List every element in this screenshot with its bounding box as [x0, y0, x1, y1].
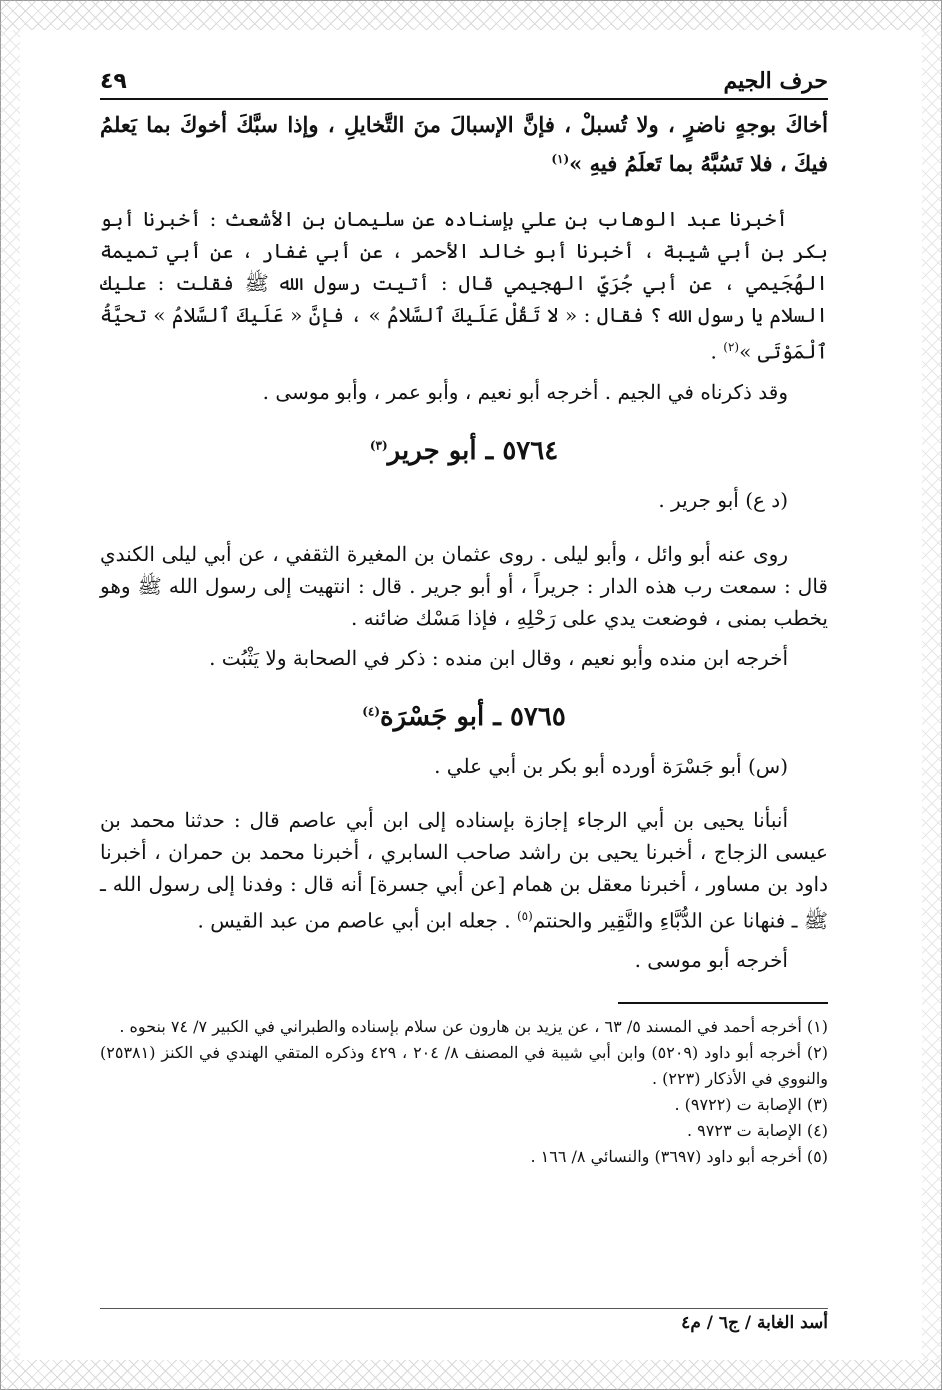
entry-title-5764	[100, 436, 828, 466]
entry-title-5764-text: ٥٧٦٤ ـ أبو جرير	[387, 435, 559, 466]
paragraph-isnad-end: .	[710, 339, 724, 364]
entry-5765-text-body: أنبأنا يحيى بن أبي الرجاء إجازة بإسناده إلى ابن أبي عاصم قال : حدثنا محمد بن عيسى الزجاج ، أخبرنا يحيى بن راشد صاحب السابري ، أخبرنا محمد بن حمران ، أخبرنا داود بن مساور ، أخبرنا معقل بن همام [عن أبي جسرة] أنه قال : وفدنا إلى رسول الله ـ ﷺ ـ فنهانا عن الدُّبَّاءِ والنَّقِير والحنتم	[100, 807, 828, 933]
entry-5764-sigla: (د ع) أبو جرير .	[658, 487, 788, 512]
entry-5765-sigla: (س) أبو جَسْرَة أورده أبو بكر بن أبي علي .	[434, 753, 788, 778]
footnote-2: (٢) أخرجه أبو داود (٥٢٠٩) وابن أبي شيبة في المصنف ٨/ ٢٠٤ ، ٤٢٩ وذكره المتقي الهندي في الكنز (٢٥٣٨١) والنووي في الأذكار (٢٢٣) .	[100, 1043, 828, 1089]
footnote-ref-5: (٥)	[516, 908, 533, 923]
decorative-right-border	[922, 30, 942, 1360]
entry-title-5765-text: ٥٧٦٥ ـ أبو جَسْرَة	[380, 701, 566, 732]
decorative-left-border	[0, 30, 20, 1360]
footnote-ref-2: (٢)	[723, 340, 740, 354]
footnote-ref-4: (٤)	[362, 704, 381, 718]
entry-5765-text	[100, 804, 828, 937]
hadith-quote-text: أخاكَ بوجهٍ ناضرٍ ، ولا تُسبلْ ، فإنَّ الإسبالَ منَ التَّخايلِ ، وإذا سبَّكَ أخوكَ بما يَعلمُ فيكَ ، فلا تَسُبَّهُ بما تَعلَمُ فيهِ »	[100, 112, 828, 176]
footnote-3: (٣) الإصابة ت (٩٧٢٢) .	[674, 1095, 828, 1115]
entry-5765-source: أخرجه أبو موسى .	[634, 948, 788, 973]
page-number: ٤٩	[100, 69, 127, 94]
footnote-ref-3: (٣)	[369, 438, 388, 452]
decorative-top-border	[0, 0, 942, 30]
footnote-separator	[618, 1002, 828, 1004]
page-header	[100, 68, 828, 100]
paragraph-sources: وقد ذكرناه في الجيم . أخرجه أبو نعيم ، وأبو عمر ، وأبو موسى .	[262, 379, 788, 404]
running-head: حرف الجيم	[723, 68, 828, 94]
decorative-bottom-border	[0, 1360, 942, 1390]
book-page	[100, 68, 828, 1358]
footnote-5: (٥) أخرجه أبو داود (٣٦٩٧) والنسائي ٨/ ١٦٦ .	[530, 1147, 828, 1167]
footnote-ref-1: (١)	[551, 152, 570, 166]
entry-5765-text-end: . جعله ابن أبي عاصم من عبد القيس .	[197, 908, 517, 933]
paragraph-isnad	[100, 203, 828, 368]
signature-line: أسد الغابة / ج٦ / م٤	[100, 1308, 828, 1333]
footnotes	[100, 1014, 828, 1170]
footnote-4: (٤) الإصابة ت ٩٧٢٣ .	[686, 1121, 828, 1141]
entry-5764-text: روى عنه أبو وائل ، وأبو ليلى . روى عثمان بن المغيرة الثقفي ، عن أبي ليلى الكندي قال : سمعت رب هذه الدار : جريراً ، أو أبو جرير . قال : انتهيت إلى رسول الله ﷺ وهو يخطب بمنى ، فوضعت يدي على رَحْلِهِ ، فإذا مَسْك ضائنه .	[100, 541, 828, 630]
entry-title-5765	[100, 702, 828, 732]
footnote-1: (١) أخرجه أحمد في المسند ٥/ ٦٣ ، عن يزيد بن هارون عن سلام بإسناده والطبراني في الكبير ٧/ ٧٤ بنحوه .	[119, 1017, 828, 1037]
hadith-quote	[100, 108, 828, 181]
entry-5764-source: أخرجه ابن منده وأبو نعيم ، وقال ابن منده : ذكر في الصحابة ولا يَثْبُت .	[209, 645, 788, 670]
paragraph-isnad-text: أخبرنا عبد الوهاب بن علي بإسناده عن سليمان بن الأشعث : أخبرنا أبو بكر بن أبي شيبة ، أخبرنا أبو خالد الأحمر ، عن أبي غفار ، عن أبي تميمة الهُجَيمي ، عن أبي جُرَيّ الهجيمي قال : أتيت رسول الله ﷺ فقلت : عليك السلام يا رسول الله ؟ فقال : « لا تَقُلْ عَلَيكَ ٱلسَّلامُ » ، فإنَّ « عَلَيكَ ٱلسَّلامُ » تحيَّةُ ٱلْمَوْتَى »	[100, 207, 828, 364]
